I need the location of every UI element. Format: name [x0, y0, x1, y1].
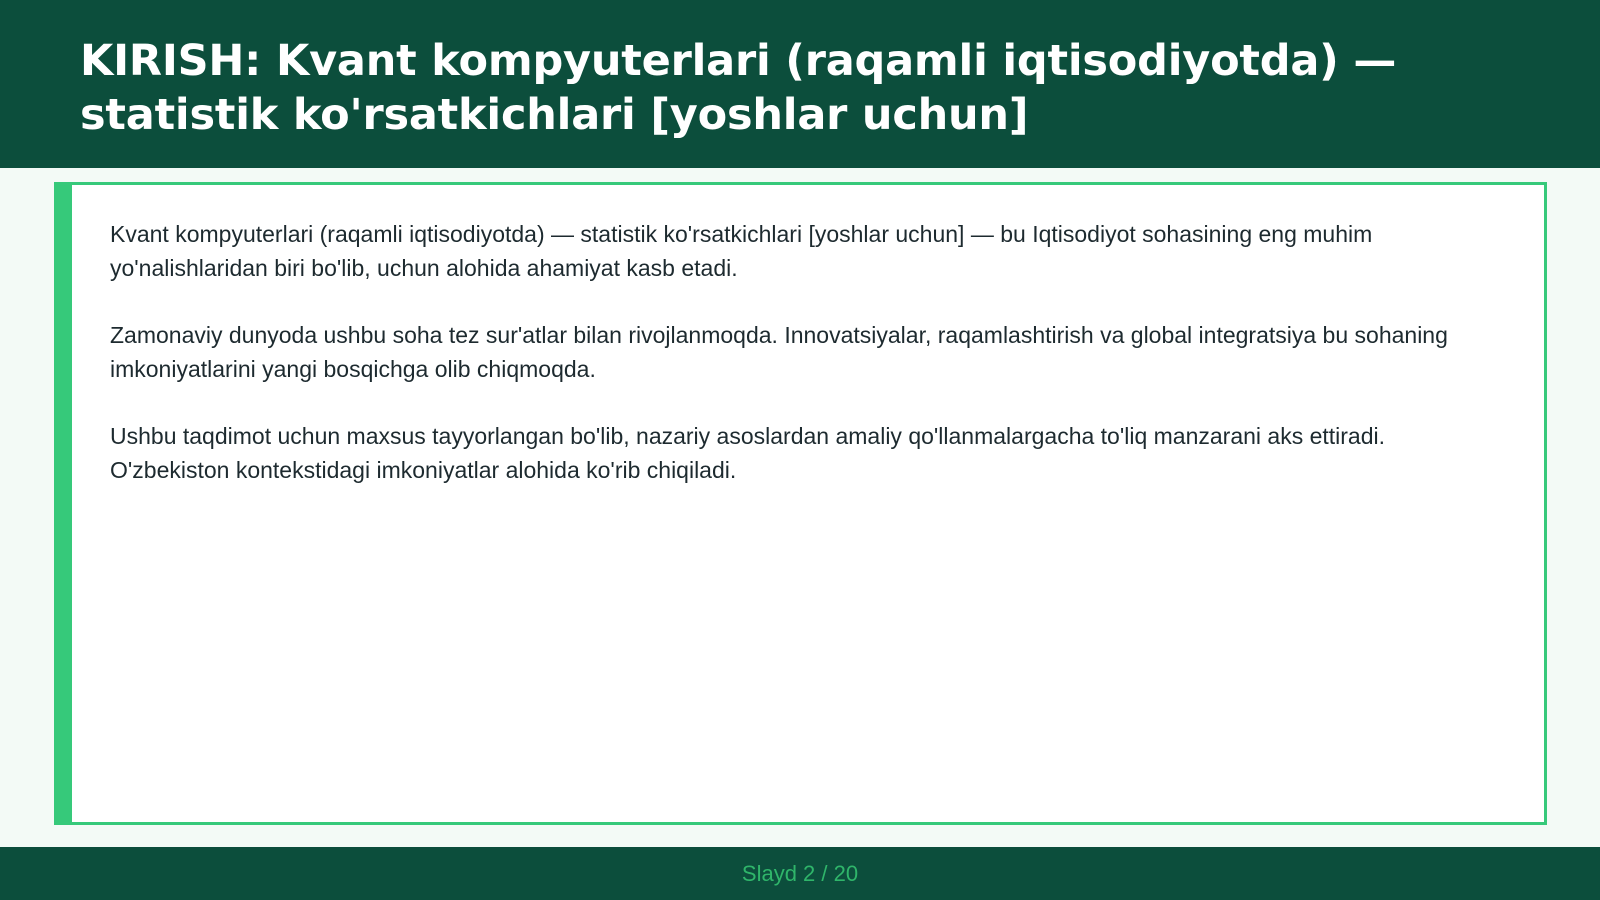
paragraph-presentation: Ushbu taqdimot uchun maxsus tayyorlangan bo'lib, nazariy asoslardan amaliy qo'llanmalargacha to'liq manzarani aks ettiradi. O'zbekiston kontekstidagi imkoniyatlar alohida ko'rib chiqiladi.	[110, 423, 1386, 483]
paragraph-modern-world: Zamonaviy dunyoda ushbu soha tez sur'atlar bilan rivojlanmoqda. Innovatsiyalar, raqamlashtirish va global integratsiya bu sohaning imkoniyatlarini yangi bosqichga olib chiqmoqda.	[110, 322, 1448, 382]
content-card	[54, 182, 1547, 825]
slide-header	[0, 0, 1600, 168]
slide-title: KIRISH: Kvant kompyuterlari (raqamli iqtisodiyotda) — statistik ko'rsatkichlari [yoshlar uchun]	[80, 36, 1397, 140]
slide-counter: Slayd 2 / 20	[741, 860, 859, 886]
slide-footer	[0, 847, 1600, 900]
paragraph-intro: Kvant kompyuterlari (raqamli iqtisodiyotda) — statistik ko'rsatkichlari [yoshlar uchun] — bu Iqtisodiyot sohasining eng muhim yo'nalishlaridan biri bo'lib, uchun alohida ahamiyat kasb etadi.	[110, 221, 1373, 281]
